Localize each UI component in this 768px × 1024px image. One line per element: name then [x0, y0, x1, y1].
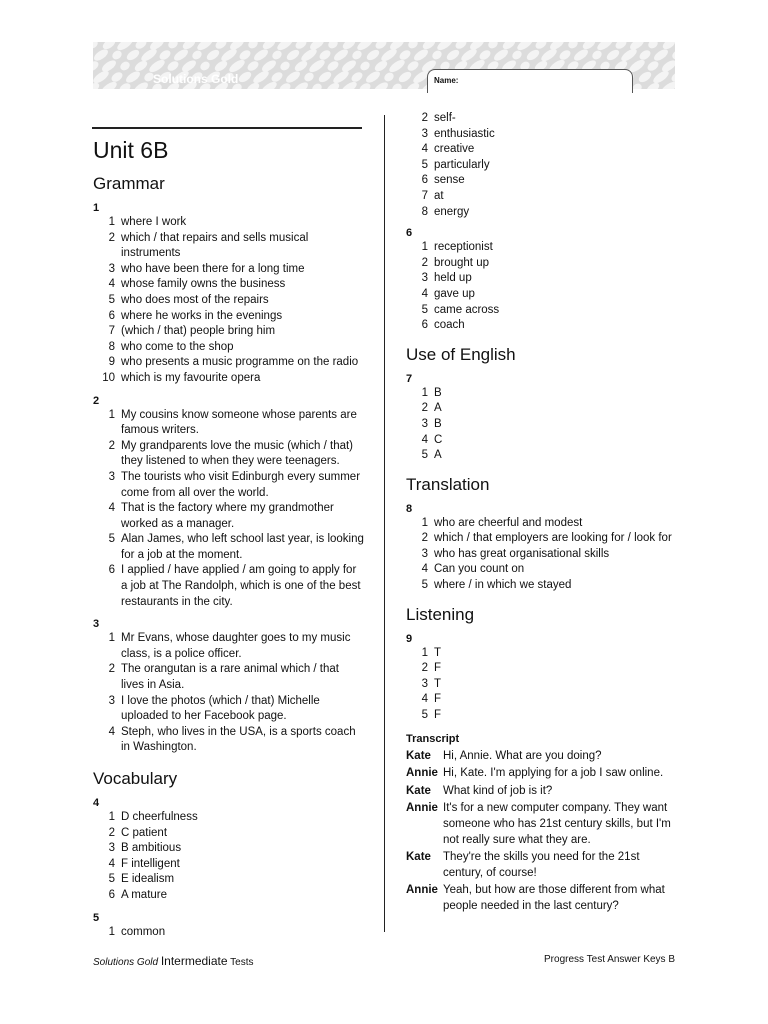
list-item	[406, 158, 686, 174]
item-text: receptionist	[434, 241, 493, 254]
item-number: 3	[421, 417, 428, 430]
item-number: 4	[421, 563, 428, 576]
speaker-name: Annie	[406, 884, 438, 897]
item-text: T	[434, 677, 442, 690]
item-text: My grandparents love the music (which / that) they listened to when they were teenagers.	[121, 439, 354, 468]
item-number: 1	[108, 811, 115, 823]
item-text: F intelligent	[121, 857, 180, 870]
footer-right: Progress Test Answer Keys B	[544, 954, 675, 965]
item-text: who have been there for a long time	[121, 262, 305, 275]
list-item	[406, 531, 686, 547]
item-text: coach	[434, 319, 465, 332]
item-number: 6	[108, 309, 115, 322]
list-item	[93, 826, 365, 842]
item-text: which / that repairs and sells musical instruments	[121, 231, 309, 260]
item-text: B	[434, 386, 442, 399]
item-text: I applied / have applied / am going to apply for a job at The Randolph, which is one of the best restaurants in the city.	[121, 564, 361, 608]
transcript-line	[406, 784, 676, 800]
list-item	[93, 563, 365, 610]
grammar-title: Grammar	[93, 174, 165, 193]
list-item	[406, 417, 686, 433]
item-number: 1	[108, 408, 115, 421]
list-item	[406, 516, 686, 532]
speaker-text: They're the skills you need for the 21st century, of course!	[443, 851, 640, 879]
list-item	[93, 262, 365, 278]
speaker-text: It's for a new computer company. They want someone who has 21st century skills, but I'm not really sure what they are.	[443, 802, 671, 846]
item-text: B ambitious	[121, 842, 182, 855]
item-text: creative	[434, 143, 475, 156]
item-number: 6	[421, 319, 428, 332]
transcript-line	[406, 801, 676, 848]
item-text: particularly	[434, 158, 490, 171]
item-text: who has great organisational skills	[434, 547, 610, 560]
list-item	[406, 448, 686, 464]
speaker-name: Kate	[406, 784, 431, 797]
item-text: That is the factory where my grandmother worked as a manager.	[121, 502, 334, 530]
list-item	[406, 127, 686, 143]
item-number: 5	[108, 293, 115, 306]
translation-title: Translation	[406, 474, 490, 494]
list-item	[406, 708, 686, 724]
list-item	[93, 532, 365, 563]
exercise-number: 6	[406, 227, 413, 240]
item-number: 4	[108, 278, 115, 291]
item-text: which / that employers are looking for / look for	[434, 532, 672, 545]
exercise-number: 5	[93, 911, 100, 924]
list-item	[406, 287, 686, 303]
item-text: held up	[434, 272, 472, 285]
item-number: 5	[421, 579, 428, 592]
item-number: 5	[108, 533, 115, 546]
item-text: whose family owns the business	[121, 278, 286, 291]
footer-level: Intermediate	[160, 954, 228, 968]
list-item	[406, 562, 686, 578]
item-number: 8	[108, 340, 115, 353]
item-text: at	[434, 189, 444, 202]
exercise-number: 1	[93, 202, 100, 214]
list-item	[406, 433, 686, 449]
item-text: My cousins know someone whose parents are famous writers.	[121, 408, 357, 437]
item-number: 4	[421, 433, 428, 446]
item-number: 4	[421, 693, 428, 706]
list-item	[93, 324, 365, 340]
item-number: 1	[421, 241, 428, 254]
item-number: 4	[421, 143, 428, 156]
item-text: who does most of the repairs	[121, 293, 269, 306]
vocabulary-title: Vocabulary	[93, 769, 178, 788]
use-of-english-title: Use of English	[406, 344, 516, 364]
speaker-text: What kind of job is it?	[443, 784, 553, 797]
transcript	[406, 749, 676, 915]
name-label: Name:	[434, 76, 459, 85]
exercise-number: 7	[406, 372, 413, 385]
list-item	[93, 694, 365, 725]
footer-tests: Tests	[230, 957, 254, 968]
exercise-8-list	[406, 516, 686, 594]
transcript-line	[406, 749, 676, 765]
item-text: The orangutan is a rare animal which / that lives in Asia.	[121, 663, 339, 692]
speaker-text: Hi, Annie. What are you doing?	[443, 749, 602, 762]
exercise-9-list	[406, 646, 686, 724]
item-number: 2	[108, 439, 115, 452]
exercise-4-list	[93, 810, 365, 904]
item-number: 9	[108, 356, 115, 369]
name-field[interactable]	[427, 69, 633, 93]
item-number: 3	[108, 842, 115, 855]
transcript-line	[406, 883, 676, 914]
item-number: 4	[108, 502, 115, 515]
item-text: common	[121, 925, 166, 938]
item-number: 2	[421, 256, 428, 269]
list-item	[406, 547, 686, 563]
item-text: Alan James, who left school last year, is looking for a job at the moment.	[121, 533, 364, 561]
footer-left	[93, 954, 253, 968]
item-number: 4	[108, 857, 115, 870]
item-text: B	[434, 417, 442, 430]
speaker-name: Annie	[406, 767, 438, 780]
list-item	[406, 189, 686, 205]
item-text: self-	[434, 112, 456, 124]
item-text: who are cheerful and modest	[434, 516, 583, 529]
list-item	[406, 677, 686, 693]
item-number: 2	[421, 402, 428, 415]
list-item	[406, 303, 686, 319]
list-item	[406, 173, 686, 189]
list-item	[93, 355, 365, 371]
item-number: 2	[421, 532, 428, 545]
list-item	[406, 401, 686, 417]
list-item	[93, 470, 365, 501]
item-text: A mature	[121, 888, 168, 901]
list-item	[93, 371, 365, 387]
list-item	[93, 662, 365, 693]
exercise-number: 8	[406, 502, 413, 515]
item-text: energy	[434, 205, 470, 218]
item-text: sense	[434, 174, 465, 187]
item-number: 7	[421, 189, 428, 202]
exercise-number: 4	[93, 797, 100, 809]
list-item	[406, 256, 686, 272]
list-item	[93, 631, 365, 662]
list-item	[93, 309, 365, 325]
item-text: F	[434, 662, 442, 675]
list-item	[93, 293, 365, 309]
item-text: F	[434, 693, 442, 706]
exercise-5-list	[93, 925, 365, 941]
item-number: 5	[421, 449, 428, 462]
list-item	[93, 501, 365, 532]
exercise-5-continued-list	[406, 111, 686, 220]
list-item	[406, 142, 686, 158]
exercise-2-list	[93, 408, 365, 611]
list-item	[406, 578, 686, 594]
list-item	[93, 810, 365, 826]
list-item	[406, 646, 686, 662]
item-number: 2	[421, 662, 428, 675]
item-number: 4	[108, 725, 115, 738]
brand-logo: Solutions Gold	[153, 72, 239, 86]
item-number: 5	[421, 303, 428, 316]
list-item	[93, 215, 365, 231]
list-item	[93, 231, 365, 262]
right-column	[406, 111, 686, 917]
list-item	[93, 408, 365, 439]
list-item	[406, 386, 686, 402]
list-item	[406, 271, 686, 287]
item-text: A	[434, 402, 442, 415]
list-item	[406, 111, 686, 127]
speaker-name: Kate	[406, 749, 431, 762]
list-item	[93, 725, 365, 756]
item-text: I love the photos (which / that) Michelle uploaded to her Facebook page.	[121, 694, 320, 723]
item-number: 3	[421, 272, 428, 285]
item-text: T	[434, 646, 442, 659]
item-text: who presents a music programme on the radio	[121, 356, 359, 369]
left-column	[93, 136, 365, 940]
list-item	[93, 439, 365, 470]
item-number: 3	[421, 127, 428, 140]
item-text: who come to the shop	[121, 340, 234, 353]
item-text: (which / that) people bring him	[121, 325, 276, 338]
transcript-line	[406, 766, 676, 782]
item-number: 5	[421, 709, 428, 722]
item-number: 1	[421, 386, 428, 399]
item-text: where he works in the evenings	[121, 309, 283, 322]
item-text: F	[434, 709, 442, 722]
item-text: came across	[434, 303, 500, 316]
item-number: 3	[108, 470, 115, 483]
list-item	[93, 277, 365, 293]
item-number: 2	[421, 112, 428, 124]
list-item	[93, 872, 365, 888]
speaker-text: Hi, Kate. I'm applying for a job I saw online.	[443, 767, 664, 780]
exercise-6-list	[406, 240, 686, 334]
item-text: enthusiastic	[434, 127, 495, 140]
unit-title: Unit 6B	[93, 137, 169, 163]
exercise-3-list	[93, 631, 365, 756]
item-number: 2	[108, 231, 115, 244]
list-item	[93, 340, 365, 356]
item-number: 2	[108, 826, 115, 839]
item-number: 5	[108, 873, 115, 886]
speaker-name: Kate	[406, 851, 431, 864]
item-text: Steph, who lives in the USA, is a sports coach in Washington.	[121, 725, 356, 754]
item-number: 6	[421, 174, 428, 187]
list-item	[93, 925, 365, 941]
title-rule	[92, 127, 362, 129]
transcript-title: Transcript	[406, 732, 460, 745]
list-item	[406, 692, 686, 708]
list-item	[93, 888, 365, 904]
item-text: brought up	[434, 256, 489, 269]
list-item	[406, 318, 686, 334]
footer-series: Solutions Gold	[93, 957, 159, 968]
exercise-7-list	[406, 386, 686, 464]
list-item	[406, 661, 686, 677]
exercise-number: 3	[93, 618, 100, 631]
item-number: 10	[102, 371, 115, 384]
item-number: 6	[108, 888, 115, 901]
item-number: 3	[421, 677, 428, 690]
item-text: C patient	[121, 826, 168, 839]
item-text: where / in which we stayed	[434, 579, 572, 592]
item-number: 8	[421, 205, 428, 218]
item-text: The tourists who visit Edinburgh every summer come from all over the world.	[121, 470, 361, 499]
item-number: 3	[108, 262, 115, 275]
item-number: 2	[108, 663, 115, 676]
item-number: 1	[108, 216, 115, 228]
speaker-text: Yeah, but how are those different from what people needed in the last century?	[443, 884, 665, 912]
item-text: D cheerfulness	[121, 811, 198, 823]
list-item	[406, 205, 686, 221]
list-item	[406, 240, 686, 256]
item-number: 1	[108, 632, 115, 645]
item-number: 1	[108, 925, 115, 938]
exercise-1-list	[93, 215, 365, 387]
transcript-line	[406, 850, 676, 881]
item-text: Mr Evans, whose daughter goes to my music class, is a police officer.	[121, 632, 351, 660]
item-text: E idealism	[121, 873, 175, 886]
list-item	[93, 857, 365, 873]
exercise-number: 2	[93, 394, 100, 407]
item-number: 1	[421, 516, 428, 529]
exercise-number: 9	[406, 632, 413, 645]
item-number: 3	[421, 547, 428, 560]
speaker-name: Annie	[406, 802, 438, 815]
item-text: which is my favourite opera	[121, 371, 261, 384]
column-divider	[384, 115, 385, 932]
listening-title: Listening	[406, 604, 475, 624]
list-item	[93, 841, 365, 857]
item-number: 7	[108, 325, 115, 338]
item-text: A	[434, 449, 442, 462]
item-text: C	[434, 433, 443, 446]
item-text: where I work	[121, 216, 187, 228]
item-number: 3	[108, 694, 115, 707]
item-text: gave up	[434, 287, 475, 300]
item-number: 6	[108, 564, 115, 577]
item-number: 1	[421, 646, 428, 659]
item-number: 5	[421, 158, 428, 171]
item-number: 4	[421, 287, 428, 300]
item-text: Can you count on	[434, 563, 525, 576]
